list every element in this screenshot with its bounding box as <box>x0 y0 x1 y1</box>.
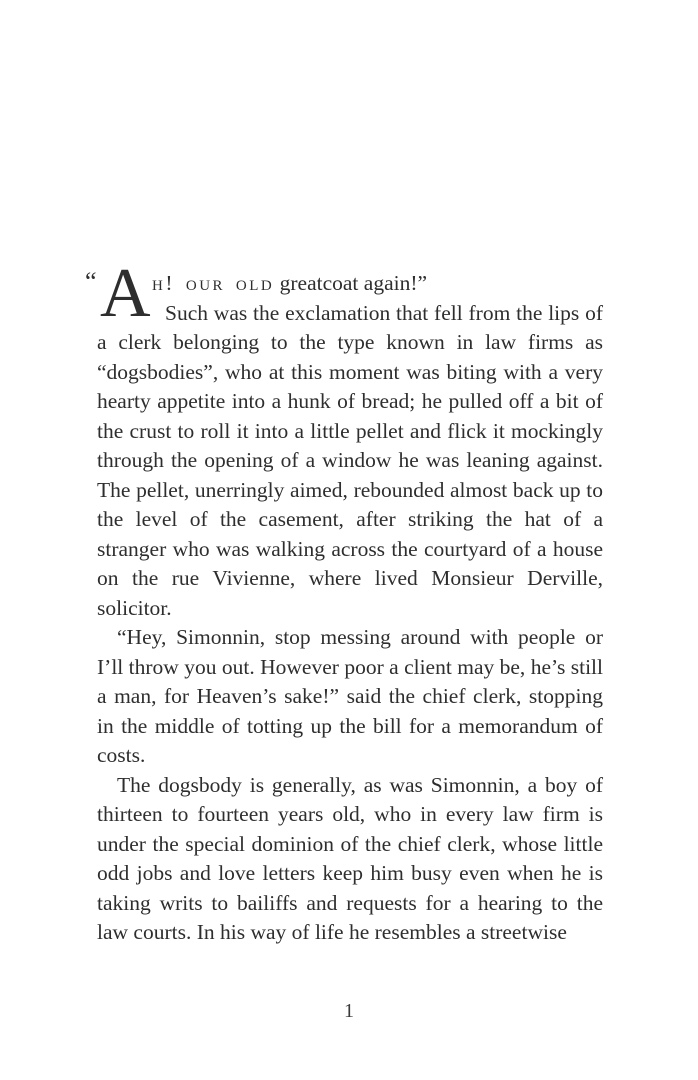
drop-cap-letter: A <box>100 255 151 332</box>
opening-line-rest: greatcoat again!” <box>274 271 428 295</box>
small-caps-text: h! our old <box>152 271 275 295</box>
drop-cap <box>85 255 152 332</box>
paragraph: The dogsbody is generally, as was Simonnin, a boy of thirteen to fourteen years old, who in every law firm is under the special dominion of the chief clerk, whose little odd jobs and love letters keep him busy even when he is taking writs to bailiffs and requests for a hearing to the law courts. In his way of life he resembles a streetwise <box>97 772 603 944</box>
paragraph-opening-line <box>97 269 603 299</box>
page-number: 1 <box>344 1000 354 1022</box>
paragraph: Such was the exclamation that fell from the lips of a clerk belonging to the type known in law firms as “dogsbodies”, who at this moment was biting with a very hearty appetite into a hunk of bread; he pulled off a bit of the crust to roll it into a little pellet and flick it mockingly through the opening of a window he was leaning against. The pellet, unerringly aimed, rebounded almost back up to the level of the casement, after striking the hat of a stranger who was walking across the courtyard of a house on the rue Vivienne, where lived Monsieur Derville, solicitor. <box>97 300 603 620</box>
opening-quote-mark: “ <box>85 267 97 296</box>
text-block <box>85 255 603 948</box>
paragraph: “Hey, Simonnin, stop messing around with people or I’ll throw you out. However poor a client may be, he’s still a man, for Heaven’s sake!” said the chief clerk, stopping in the middle of totting up the bill for a memorandum of costs. <box>97 625 603 767</box>
